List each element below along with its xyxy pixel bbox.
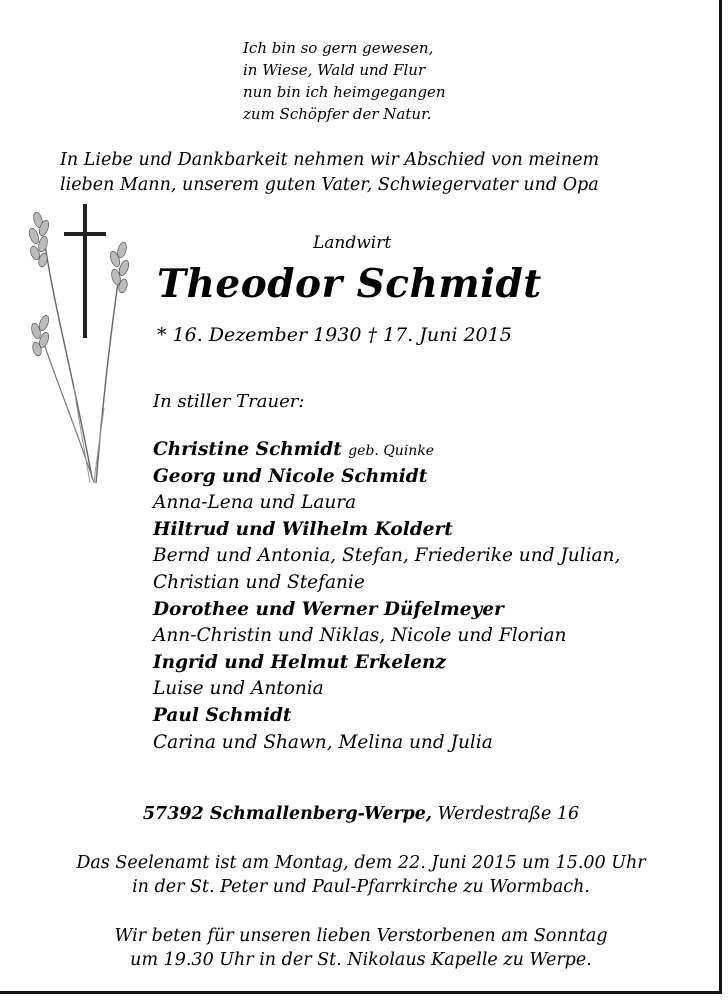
service-line: in der St. Peter und Paul-Pfarrkirche zu Wormbach. [132,877,590,897]
spouse-maiden-name: geb. Quinke [348,443,435,459]
life-dates: * 16. Dezember 1930 † 17. Juni 2015 [157,324,512,346]
mourner-descendants: Anna-Lena und Laura [153,492,357,514]
service-line: Das Seelenamt ist am Montag, dem 22. Juni 2015 um 15.00 Uhr [76,853,646,873]
poem-line: Ich bin so gern gewesen, [243,39,434,57]
mourner-descendants: Carina und Shawn, Melina und Julia [153,731,493,753]
cross-with-wheat-icon [14,198,134,488]
mourner-family-name: Hiltrud und Wilhelm Koldert [153,518,453,540]
service-info [0,851,722,899]
poem [243,37,446,125]
spouse-name: Christine Schmidt [153,439,342,460]
address [0,804,722,824]
mourners-list [153,437,713,756]
intro-line: In Liebe und Dankbarkeit nehmen wir Abschied von meinem [60,150,600,170]
mourner-family-name: Dorothee und Werner Düfelmeyer [153,598,504,620]
deceased-profession: Landwirt [313,233,392,253]
mourner-family-name: Georg und Nicole Schmidt [153,465,428,487]
mourner-family-name: Paul Schmidt [153,704,292,726]
poem-line: zum Schöpfer der Natur. [243,105,432,123]
deceased-name: Theodor Schmidt [157,261,542,307]
intro-line: lieben Mann, unserem guten Vater, Schwiegervater und Opa [60,175,599,195]
poem-line: nun bin ich heimgegangen [243,83,446,101]
mourner-descendants: Bernd und Antonia, Stefan, Friederike und Julian, [153,545,621,567]
mourners-heading: In stiller Trauer: [153,391,305,412]
mourner-family-name: Ingrid und Helmut Erkelenz [153,651,446,673]
prayer-line: Wir beten für unseren lieben Verstorbenen am Sonntag [114,926,608,946]
mourner-line [153,437,713,464]
address-city: 57392 Schmallenberg-Werpe, [142,804,433,824]
mourner-descendants: Christian und Stefanie [153,571,365,593]
mourner-descendants: Ann-Christin und Niklas, Nicole und Florian [153,625,567,647]
prayer-line: um 19.30 Uhr in der St. Nikolaus Kapelle zu Werpe. [130,950,592,970]
prayer-info [0,924,722,972]
poem-line: in Wiese, Wald und Flur [243,61,426,79]
mourner-descendants: Luise und Antonia [153,678,324,700]
intro-text [60,148,599,198]
address-street: Werdestraße 16 [437,804,580,824]
